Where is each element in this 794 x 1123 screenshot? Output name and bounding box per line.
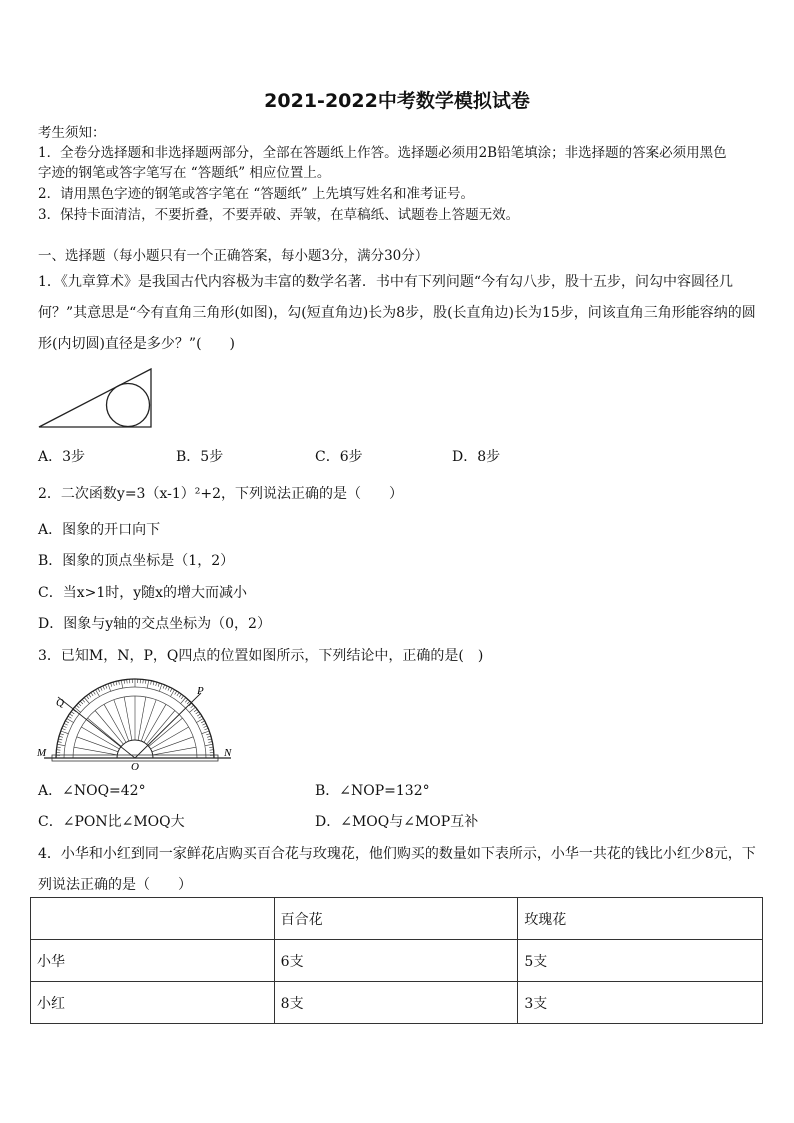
notice-heading: 考生须知：: [38, 125, 106, 141]
protractor-tick: [57, 744, 65, 745]
protractor-ray: [124, 697, 132, 740]
q2-option-b[interactable]: B．图象的顶点坐标是（1，2）: [38, 553, 235, 569]
q4-stem-line: 4．小华和小红到同一家鲜花店购买百合花与玫瑰花，他们购买的数量如下表所示，小华一共花的钱比小红少8元，下: [38, 846, 756, 862]
right-triangle-incircle-figure: [36, 364, 156, 430]
protractor-ray: [141, 700, 156, 741]
protractor-ray: [114, 700, 129, 741]
q3-label-o: O: [131, 761, 139, 772]
table-cell: 5支: [518, 940, 763, 982]
section-heading: 一、选择题（每小题只有一个正确答案，每小题3分，满分30分）: [38, 248, 429, 264]
protractor-tick: [61, 731, 69, 734]
table-row: [31, 940, 763, 982]
protractor-tick: [108, 684, 111, 692]
table-header-cell: [31, 898, 275, 940]
notice-item: 1．全卷分选择题和非选择题两部分，全部在答题纸上作答。选择题必须用2B铅笔填涂；非选择题的答案必须用黑色: [38, 145, 727, 161]
q2-option-a[interactable]: A．图象的开口向下: [38, 522, 161, 538]
q3-stem: 3．已知M，N，P，Q四点的位置如图所示，下列结论中，正确的是( ): [38, 648, 484, 664]
q2-option-d[interactable]: D．图象与y轴的交点坐标为（0，2）: [38, 616, 271, 632]
protractor-ray: [88, 718, 122, 746]
q1-option-c[interactable]: C．6步: [315, 449, 363, 465]
protractor-ray: [95, 711, 123, 745]
q2-stem: 2．二次函数y=3（x-1）²+2，下列说法正确的是（ ）: [38, 486, 403, 502]
table-cell: 6支: [274, 940, 518, 982]
q1-option-a[interactable]: A．3步: [38, 449, 86, 465]
q3-option-b[interactable]: B．∠NOP=132°: [315, 783, 430, 799]
protractor-ray: [147, 711, 175, 745]
protractor-ray: [138, 697, 146, 740]
q1-stem-line: 形(内切圆)直径是多少？”( ): [38, 336, 236, 352]
table-cell: 3支: [518, 982, 763, 1024]
q3-label-n: N: [224, 747, 232, 759]
protractor-ray: [144, 704, 166, 742]
protractor-tick: [205, 744, 213, 745]
q1-stem-line: 1．《九章算术》是我国古代内容极为丰富的数学名著．书中有下列问题“今有勾八步，股十五步，问勾中容圆径几: [38, 274, 734, 290]
purchase-table: [30, 897, 763, 1024]
protractor-ray: [104, 704, 126, 742]
table-cell: 小华: [31, 940, 275, 982]
q4-stem-line: 列说法正确的是（ ）: [38, 877, 192, 893]
notice-item: 字迹的钢笔或答字笔写在 “答题纸” 相应位置上。: [38, 165, 331, 181]
notice-item: 2．请用黑色字迹的钢笔或答字笔在 “答题纸” 上先填写姓名和准考证号。: [38, 186, 474, 202]
table-header-cell: 玫瑰花: [518, 898, 763, 940]
page-title: 2021-2022中考数学模拟试卷: [264, 90, 530, 112]
protractor-tick: [147, 680, 148, 688]
protractor-tick: [159, 684, 162, 692]
q3-option-c[interactable]: C．∠PON比∠MOQ大: [38, 814, 185, 830]
notice-item: 3．保持卡面清洁，不要折叠，不要弄破、弄皱，在草稿纸、试题卷上答题无效。: [38, 207, 520, 223]
protractor-ray: [151, 727, 189, 749]
q3-label-q: Q: [56, 697, 64, 709]
protractor-ray: [153, 747, 196, 755]
q3-label-p: P: [197, 685, 204, 697]
protractor-figure: [36, 678, 242, 772]
table-row: [31, 982, 763, 1024]
q1-option-d[interactable]: D．8步: [452, 449, 501, 465]
protractor-ray: [152, 737, 193, 752]
q3-label-m: M: [37, 747, 47, 759]
protractor-tick: [121, 680, 122, 688]
q2-option-c[interactable]: C．当x>1时，y随x的增大而减小: [38, 585, 248, 601]
table-header-cell: 百合花: [274, 898, 518, 940]
q1-option-b[interactable]: B．5步: [176, 449, 224, 465]
q1-stem-line: 何？”其意思是“今有直角三角形(如图)，勾(短直角边)长为8步，股(长直角边)长为15步，问该直角三角形能容纳的圆: [38, 305, 756, 321]
q3-option-d[interactable]: D．∠MOQ与∠MOP互补: [315, 814, 479, 830]
table-cell: 8支: [274, 982, 518, 1024]
table-cell: 小红: [31, 982, 275, 1024]
protractor-ray: [149, 718, 183, 746]
protractor-ray: [77, 737, 118, 752]
protractor-ray: [74, 747, 117, 755]
q3-option-a[interactable]: A．∠NOQ=42°: [38, 783, 146, 799]
protractor-tick: [202, 731, 210, 734]
table-header-row: [31, 898, 763, 940]
